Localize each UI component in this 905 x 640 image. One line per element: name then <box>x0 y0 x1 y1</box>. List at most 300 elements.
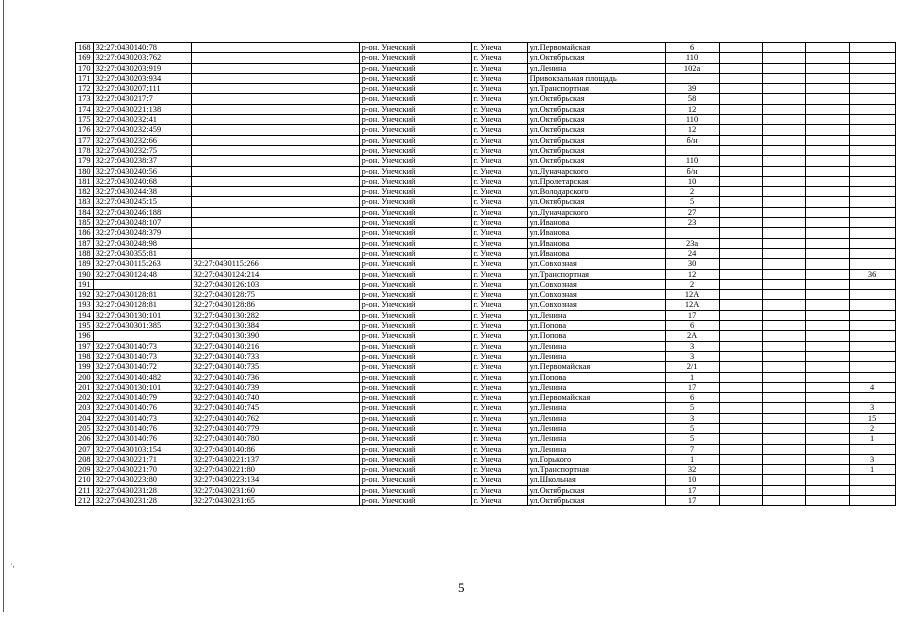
cell-row-number: 212 <box>76 496 94 506</box>
cell-col-8 <box>719 53 762 63</box>
cell-district: р-он. Унечский <box>359 475 471 485</box>
table-row <box>76 73 896 83</box>
cell-col-9 <box>762 279 805 289</box>
cell-col-10 <box>805 351 849 361</box>
cell-col-10 <box>805 331 849 341</box>
cell-col-11 <box>849 310 895 320</box>
cell-col-10 <box>805 238 849 248</box>
cell-col-10 <box>805 465 849 475</box>
cell-house-number: 12 <box>665 125 719 135</box>
cell-cadastral-number: 32:27:0430221:70 <box>93 465 191 475</box>
table-row <box>76 197 896 207</box>
cell-district: р-он. Унечский <box>359 115 471 125</box>
cell-col-10 <box>805 382 849 392</box>
cell-cadastral-number: 32:27:0430245:15 <box>93 197 191 207</box>
cell-town: г. Унеча <box>471 104 527 114</box>
cell-object-cadastral-number <box>191 166 359 176</box>
cell-row-number: 185 <box>76 218 94 228</box>
cell-cadastral-number: 32:27:0430238:37 <box>93 156 191 166</box>
cell-col-8 <box>719 362 762 372</box>
table-row <box>76 135 896 145</box>
cell-row-number: 174 <box>76 104 94 114</box>
cell-row-number: 192 <box>76 290 94 300</box>
cell-house-number: 3 <box>665 341 719 351</box>
cell-town: г. Унеча <box>471 84 527 94</box>
cell-row-number: 199 <box>76 362 94 372</box>
cell-street: ул.Октябрьская <box>527 145 665 155</box>
cell-district: р-он. Унечский <box>359 207 471 217</box>
cell-street: ул.Совхозная <box>527 290 665 300</box>
cell-col-10 <box>805 125 849 135</box>
cell-row-number: 168 <box>76 43 94 53</box>
cell-town: г. Унеча <box>471 269 527 279</box>
cell-street: ул.Октябрьская <box>527 104 665 114</box>
cell-row-number: 180 <box>76 166 94 176</box>
cell-row-number: 197 <box>76 341 94 351</box>
cell-house-number: 24 <box>665 248 719 258</box>
cell-col-10 <box>805 145 849 155</box>
cell-object-cadastral-number: 32:27:0430115:266 <box>191 259 359 269</box>
table-row <box>76 465 896 475</box>
cell-col-8 <box>719 341 762 351</box>
table-row <box>76 63 896 73</box>
cell-col-10 <box>805 413 849 423</box>
cell-town: г. Унеча <box>471 238 527 248</box>
cell-cadastral-number: 32:27:0430248:98 <box>93 238 191 248</box>
cell-cadastral-number: 32:27:0430231:28 <box>93 496 191 506</box>
cell-street: ул.Ленина <box>527 423 665 433</box>
cell-col-10 <box>805 444 849 454</box>
cell-col-11 <box>849 331 895 341</box>
table-row <box>76 94 896 104</box>
cell-street: ул.Совхозная <box>527 259 665 269</box>
cell-district: р-он. Унечский <box>359 63 471 73</box>
cell-district: р-он. Унечский <box>359 351 471 361</box>
cell-col-10 <box>805 259 849 269</box>
table-row <box>76 290 896 300</box>
cell-col-9 <box>762 300 805 310</box>
cell-col-8 <box>719 351 762 361</box>
table-row <box>76 238 896 248</box>
cell-cadastral-number: 32:27:0430130:101 <box>93 310 191 320</box>
cell-col-8 <box>719 156 762 166</box>
cell-town: г. Унеча <box>471 187 527 197</box>
cell-col-11 <box>849 259 895 269</box>
cell-object-cadastral-number <box>191 218 359 228</box>
cell-street: ул.Ленина <box>527 341 665 351</box>
cell-street: ул.Совхозная <box>527 279 665 289</box>
cell-street: ул.Октябрьская <box>527 197 665 207</box>
cell-col-10 <box>805 73 849 83</box>
cell-house-number <box>665 73 719 83</box>
cell-col-8 <box>719 496 762 506</box>
cell-street: ул.Ленина <box>527 434 665 444</box>
cell-col-11: 1 <box>849 434 895 444</box>
cell-town: г. Унеча <box>471 218 527 228</box>
cell-house-number: 3 <box>665 413 719 423</box>
cell-col-10 <box>805 279 849 289</box>
cell-col-9 <box>762 465 805 475</box>
cell-house-number: 5 <box>665 423 719 433</box>
cell-col-8 <box>719 94 762 104</box>
cell-cadastral-number: 32:27:0430221:71 <box>93 454 191 464</box>
cell-district: р-он. Унечский <box>359 496 471 506</box>
cell-col-8 <box>719 125 762 135</box>
cell-street: ул.Попова <box>527 321 665 331</box>
cell-town: г. Унеча <box>471 248 527 258</box>
cell-col-9 <box>762 176 805 186</box>
cell-object-cadastral-number: 32:27:0430140:780 <box>191 434 359 444</box>
cell-row-number: 186 <box>76 228 94 238</box>
table-row <box>76 115 896 125</box>
cell-col-9 <box>762 197 805 207</box>
cell-row-number: 190 <box>76 269 94 279</box>
cell-town: г. Унеча <box>471 423 527 433</box>
cell-object-cadastral-number: 32:27:0430128:86 <box>191 300 359 310</box>
cell-col-9 <box>762 351 805 361</box>
cell-row-number: 196 <box>76 331 94 341</box>
cell-col-9 <box>762 145 805 155</box>
cell-cadastral-number: 32:27:0430203:934 <box>93 73 191 83</box>
table-row <box>76 176 896 186</box>
cell-house-number: 27 <box>665 207 719 217</box>
cell-cadastral-number: 32:27:0430140:73 <box>93 351 191 361</box>
cell-col-11 <box>849 166 895 176</box>
cell-district: р-он. Унечский <box>359 423 471 433</box>
stray-mark: ·, <box>10 560 15 569</box>
cell-town: г. Унеча <box>471 207 527 217</box>
cell-row-number: 205 <box>76 423 94 433</box>
cell-town: г. Унеча <box>471 351 527 361</box>
cell-cadastral-number: 32:27:0430203:762 <box>93 53 191 63</box>
cell-street: ул.Первомайская <box>527 362 665 372</box>
cell-house-number: 1 <box>665 372 719 382</box>
cell-row-number: 183 <box>76 197 94 207</box>
cell-house-number: 5 <box>665 434 719 444</box>
cell-town: г. Унеча <box>471 145 527 155</box>
cell-col-11 <box>849 351 895 361</box>
cell-row-number: 182 <box>76 187 94 197</box>
cell-cadastral-number: 32:27:0430246:188 <box>93 207 191 217</box>
cell-street: ул.Ленина <box>527 403 665 413</box>
cell-house-number: 17 <box>665 382 719 392</box>
cell-town: г. Унеча <box>471 228 527 238</box>
cell-cadastral-number: 32:27:0430248:379 <box>93 228 191 238</box>
cell-district: р-он. Унечский <box>359 43 471 53</box>
cell-house-number: 17 <box>665 496 719 506</box>
cell-object-cadastral-number <box>191 176 359 186</box>
cell-col-8 <box>719 269 762 279</box>
cell-row-number: 198 <box>76 351 94 361</box>
cell-col-8 <box>719 300 762 310</box>
cell-district: р-он. Унечский <box>359 382 471 392</box>
cell-col-10 <box>805 84 849 94</box>
cell-cadastral-number: 32:27:0430103:154 <box>93 444 191 454</box>
cell-col-9 <box>762 434 805 444</box>
cell-street: ул.Иванова <box>527 248 665 258</box>
cell-col-8 <box>719 434 762 444</box>
cell-house-number: 7 <box>665 444 719 454</box>
table-row <box>76 218 896 228</box>
cell-town: г. Унеча <box>471 115 527 125</box>
table-row <box>76 207 896 217</box>
cell-object-cadastral-number: 32:27:0430223:134 <box>191 475 359 485</box>
cell-cadastral-number: 32:27:0430232:41 <box>93 115 191 125</box>
cell-col-9 <box>762 187 805 197</box>
cell-object-cadastral-number: 32:27:0430130:384 <box>191 321 359 331</box>
cell-object-cadastral-number: 32:27:0430140:779 <box>191 423 359 433</box>
table-row <box>76 166 896 176</box>
table-row <box>76 156 896 166</box>
cell-col-9 <box>762 269 805 279</box>
cell-col-10 <box>805 403 849 413</box>
cell-street: ул.Ленина <box>527 413 665 423</box>
cell-object-cadastral-number <box>191 238 359 248</box>
cell-object-cadastral-number <box>191 53 359 63</box>
cell-col-11 <box>849 290 895 300</box>
cell-district: р-он. Унечский <box>359 403 471 413</box>
cell-cadastral-number: 32:27:0430231:28 <box>93 485 191 495</box>
cell-house-number: 5 <box>665 403 719 413</box>
cell-house-number: 23 <box>665 218 719 228</box>
cell-district: р-он. Унечский <box>359 84 471 94</box>
cell-street: ул.Ленина <box>527 310 665 320</box>
cell-col-8 <box>719 176 762 186</box>
cell-col-9 <box>762 290 805 300</box>
cell-house-number: б/н <box>665 166 719 176</box>
cell-district: р-он. Унечский <box>359 104 471 114</box>
cell-house-number: 30 <box>665 259 719 269</box>
cell-col-8 <box>719 331 762 341</box>
cell-col-10 <box>805 218 849 228</box>
cell-house-number: 2 <box>665 187 719 197</box>
cell-district: р-он. Унечский <box>359 454 471 464</box>
cell-col-11 <box>849 393 895 403</box>
cell-street: Привокзальная площадь <box>527 73 665 83</box>
cell-object-cadastral-number: 32:27:0430140:762 <box>191 413 359 423</box>
cell-col-11 <box>849 300 895 310</box>
cell-cadastral-number: 32:27:0430240:68 <box>93 176 191 186</box>
cell-col-10 <box>805 228 849 238</box>
cell-object-cadastral-number <box>191 104 359 114</box>
cell-town: г. Унеча <box>471 475 527 485</box>
cell-cadastral-number: 32:27:0430115:263 <box>93 259 191 269</box>
cell-district: р-он. Унечский <box>359 94 471 104</box>
cell-col-11 <box>849 94 895 104</box>
table-row <box>76 321 896 331</box>
cell-district: р-он. Унечский <box>359 187 471 197</box>
cell-col-8 <box>719 145 762 155</box>
table-row <box>76 53 896 63</box>
cell-col-8 <box>719 218 762 228</box>
cell-street: ул.Первомайская <box>527 393 665 403</box>
cell-col-9 <box>762 238 805 248</box>
cell-house-number: 2/1 <box>665 362 719 372</box>
cell-house-number: 10 <box>665 176 719 186</box>
cell-cadastral-number: 32:27:0430232:459 <box>93 125 191 135</box>
cell-col-9 <box>762 331 805 341</box>
cell-row-number: 177 <box>76 135 94 145</box>
cell-row-number: 178 <box>76 145 94 155</box>
cell-object-cadastral-number: 32:27:0430130:390 <box>191 331 359 341</box>
cell-col-10 <box>805 197 849 207</box>
cell-col-11: 36 <box>849 269 895 279</box>
cell-col-9 <box>762 423 805 433</box>
cell-col-9 <box>762 341 805 351</box>
cell-col-11 <box>849 485 895 495</box>
cell-col-9 <box>762 485 805 495</box>
cell-col-10 <box>805 321 849 331</box>
cell-col-9 <box>762 259 805 269</box>
cell-col-8 <box>719 321 762 331</box>
cell-house-number: 6 <box>665 321 719 331</box>
cell-district: р-он. Унечский <box>359 125 471 135</box>
cell-col-8 <box>719 187 762 197</box>
cell-col-8 <box>719 197 762 207</box>
cell-street: ул.Ленина <box>527 382 665 392</box>
cell-cadastral-number: 32:27:0430140:76 <box>93 423 191 433</box>
cell-object-cadastral-number <box>191 135 359 145</box>
cell-district: р-он. Унечский <box>359 362 471 372</box>
table-row <box>76 279 896 289</box>
cell-cadastral-number: 32:27:0430124:48 <box>93 269 191 279</box>
table-row <box>76 434 896 444</box>
table-row <box>76 145 896 155</box>
cell-col-8 <box>719 393 762 403</box>
cell-town: г. Унеча <box>471 300 527 310</box>
cell-town: г. Унеча <box>471 290 527 300</box>
cell-district: р-он. Унечский <box>359 413 471 423</box>
cell-house-number: 2 <box>665 279 719 289</box>
cell-col-11 <box>849 115 895 125</box>
cell-col-10 <box>805 104 849 114</box>
cell-col-11: 3 <box>849 454 895 464</box>
cell-object-cadastral-number <box>191 207 359 217</box>
cell-cadastral-number: 32:27:0430128:81 <box>93 290 191 300</box>
cell-object-cadastral-number: 32:27:0430221:137 <box>191 454 359 464</box>
table-row <box>76 104 896 114</box>
cell-cadastral-number: 32:27:0430203:919 <box>93 63 191 73</box>
cell-col-9 <box>762 43 805 53</box>
cell-col-8 <box>719 73 762 83</box>
cell-district: р-он. Унечский <box>359 176 471 186</box>
cell-col-11 <box>849 372 895 382</box>
cell-town: г. Унеча <box>471 63 527 73</box>
cell-col-10 <box>805 94 849 104</box>
cell-object-cadastral-number: 32:27:0430126:103 <box>191 279 359 289</box>
cell-town: г. Унеча <box>471 73 527 83</box>
cell-object-cadastral-number <box>191 156 359 166</box>
cell-district: р-он. Унечский <box>359 248 471 258</box>
cell-object-cadastral-number <box>191 145 359 155</box>
cell-col-8 <box>719 135 762 145</box>
cell-col-9 <box>762 156 805 166</box>
cell-col-11 <box>849 73 895 83</box>
cell-street: ул.Октябрьская <box>527 496 665 506</box>
table-row <box>76 125 896 135</box>
cell-cadastral-number <box>93 331 191 341</box>
cell-col-9 <box>762 125 805 135</box>
table-row <box>76 341 896 351</box>
cell-street: ул.Октябрьская <box>527 485 665 495</box>
cell-col-9 <box>762 393 805 403</box>
cell-col-9 <box>762 362 805 372</box>
cell-col-10 <box>805 63 849 73</box>
cell-town: г. Унеча <box>471 362 527 372</box>
cell-col-11 <box>849 84 895 94</box>
cell-house-number: 12 <box>665 269 719 279</box>
cell-col-10 <box>805 248 849 258</box>
table-row <box>76 362 896 372</box>
cell-col-10 <box>805 454 849 464</box>
cell-col-10 <box>805 156 849 166</box>
cell-col-10 <box>805 166 849 176</box>
cell-col-11 <box>849 341 895 351</box>
cell-object-cadastral-number: 32:27:0430140:216 <box>191 341 359 351</box>
cell-town: г. Унеча <box>471 465 527 475</box>
cell-district: р-он. Унечский <box>359 290 471 300</box>
cell-town: г. Унеча <box>471 454 527 464</box>
table-row <box>76 84 896 94</box>
table-row <box>76 300 896 310</box>
cell-col-10 <box>805 43 849 53</box>
cell-row-number: 188 <box>76 248 94 258</box>
cell-street: ул.Попова <box>527 331 665 341</box>
cell-col-11 <box>849 135 895 145</box>
property-register-table <box>75 42 896 506</box>
cell-col-8 <box>719 63 762 73</box>
cell-district: р-он. Унечский <box>359 310 471 320</box>
cell-col-11 <box>849 176 895 186</box>
cell-street: ул.Октябрьская <box>527 115 665 125</box>
cell-col-10 <box>805 485 849 495</box>
cell-town: г. Унеча <box>471 372 527 382</box>
cell-row-number: 208 <box>76 454 94 464</box>
cell-district: р-он. Унечский <box>359 465 471 475</box>
cell-row-number: 184 <box>76 207 94 217</box>
cell-town: г. Унеча <box>471 393 527 403</box>
cell-cadastral-number: 32:27:0430140:76 <box>93 434 191 444</box>
table-row <box>76 393 896 403</box>
cell-col-8 <box>719 444 762 454</box>
cell-col-9 <box>762 53 805 63</box>
cell-cadastral-number: 32:27:0430355:81 <box>93 248 191 258</box>
cell-object-cadastral-number: 32:27:0430140:86 <box>191 444 359 454</box>
cell-house-number: 12А <box>665 290 719 300</box>
cell-col-10 <box>805 207 849 217</box>
table-row <box>76 475 896 485</box>
cell-col-10 <box>805 475 849 485</box>
cell-street: ул.Ленина <box>527 444 665 454</box>
cell-col-11 <box>849 53 895 63</box>
cell-row-number: 179 <box>76 156 94 166</box>
cell-col-11 <box>849 63 895 73</box>
cell-town: г. Унеча <box>471 403 527 413</box>
cell-col-11 <box>849 279 895 289</box>
cell-row-number: 203 <box>76 403 94 413</box>
cell-district: р-он. Унечский <box>359 259 471 269</box>
cell-district: р-он. Унечский <box>359 73 471 83</box>
cell-col-9 <box>762 104 805 114</box>
cell-col-9 <box>762 372 805 382</box>
cell-house-number: 12А <box>665 300 719 310</box>
cell-row-number: 176 <box>76 125 94 135</box>
cell-col-9 <box>762 403 805 413</box>
cell-street: ул.Иванова <box>527 218 665 228</box>
cell-house-number: 110 <box>665 53 719 63</box>
cell-col-8 <box>719 454 762 464</box>
table-row <box>76 403 896 413</box>
